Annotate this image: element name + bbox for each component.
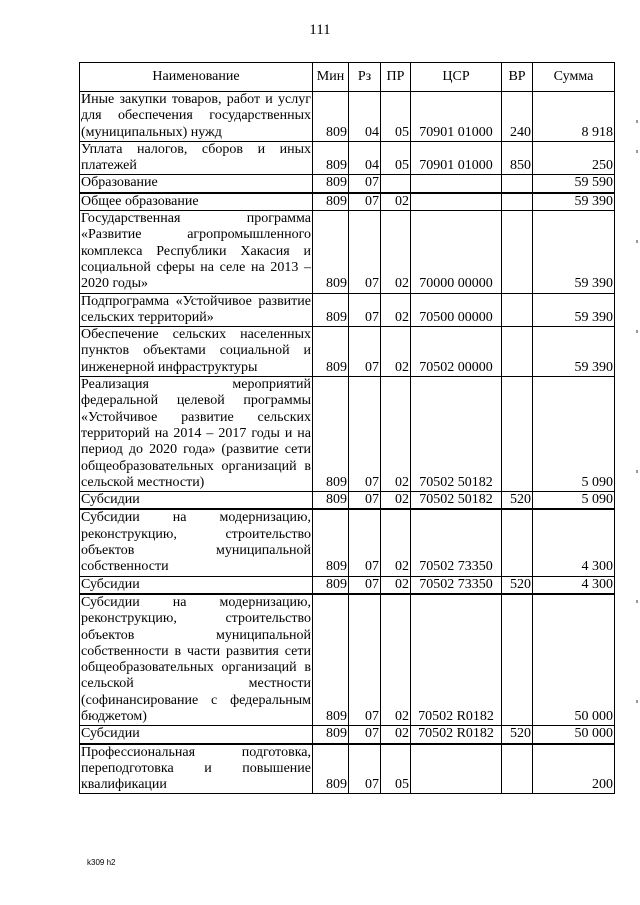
cell-csr: 70000 00000 — [411, 211, 502, 293]
cell-vr: 520 — [502, 726, 533, 744]
cell-vr: 240 — [502, 92, 533, 142]
cell-vr — [502, 744, 533, 794]
cell-name: Реализация мероприятий федеральной целевой программы «Устойчивое развитие сельских территорий на 2014 – 2017 годы и на период до 2020 года» (развитие сети общеобразовательных организаций в сельской местности) — [81, 377, 311, 490]
cell-rz: 07 — [349, 594, 381, 726]
cell-pr: 02 — [381, 594, 411, 726]
cell-vr — [502, 509, 533, 576]
cell-min: 809 — [313, 141, 349, 175]
cell-min: 809 — [313, 211, 349, 293]
cell-name: Профессиональная подготовка, переподготовка и повышение квалификации — [81, 744, 311, 793]
table-row — [80, 175, 615, 193]
cell-name: Субсидии на модернизацию, реконструкцию, строительство объектов муниципальной собственности — [81, 510, 311, 575]
cell-min: 809 — [313, 175, 349, 193]
cell-pr: 02 — [381, 377, 411, 492]
cell-vr: 850 — [502, 141, 533, 175]
footer-code: k309 h2 — [87, 858, 116, 867]
cell-min: 809 — [313, 492, 349, 510]
table-header — [80, 63, 615, 92]
cell-rz: 07 — [349, 492, 381, 510]
cell-min: 809 — [313, 293, 349, 327]
margin-mark — [636, 120, 638, 123]
cell-csr: 70502 R0182 — [411, 594, 502, 726]
cell-pr: 05 — [381, 744, 411, 794]
cell-pr: 02 — [381, 293, 411, 327]
table-row — [80, 744, 615, 794]
cell-csr: 70502 00000 — [411, 327, 502, 377]
header-sum: Сумма — [533, 63, 615, 92]
cell-vr: 520 — [502, 492, 533, 510]
cell-csr: 70500 00000 — [411, 293, 502, 327]
cell-name: Иные закупки товаров, работ и услуг для обеспечения государственных (муниципальных) нужд — [81, 92, 311, 140]
table-row — [80, 576, 615, 594]
table-row — [80, 293, 615, 327]
cell-sum: 250 — [533, 141, 615, 175]
cell-rz: 07 — [349, 193, 381, 211]
cell-sum: 50 000 — [533, 594, 615, 726]
cell-csr: 70502 73350 — [411, 576, 502, 594]
cell-csr: 70502 73350 — [411, 509, 502, 576]
header-vr: ВР — [502, 63, 533, 92]
table-row — [80, 193, 615, 211]
page-number: 111 — [309, 22, 331, 38]
cell-sum: 4 300 — [533, 576, 615, 594]
table-row — [80, 327, 615, 377]
cell-min: 809 — [313, 377, 349, 492]
cell-pr: 02 — [381, 211, 411, 293]
cell-csr: 70502 50182 — [411, 377, 502, 492]
margin-mark — [636, 240, 638, 243]
cell-rz: 07 — [349, 726, 381, 744]
margin-mark — [636, 600, 638, 603]
cell-pr: 02 — [381, 492, 411, 510]
cell-rz: 07 — [349, 175, 381, 193]
cell-sum: 4 300 — [533, 509, 615, 576]
cell-pr: 02 — [381, 509, 411, 576]
cell-sum: 5 090 — [533, 492, 615, 510]
margin-mark — [636, 330, 638, 333]
header-rz: Рз — [349, 63, 381, 92]
table-row — [80, 377, 615, 492]
cell-min: 809 — [313, 594, 349, 726]
header-row — [80, 63, 615, 92]
cell-min: 809 — [313, 726, 349, 744]
margin-mark — [636, 470, 638, 473]
cell-name: Образование — [80, 175, 313, 193]
cell-name: Обеспечение сельских населенных пунктов объектами социальной и инженерной инфраструктуры — [81, 327, 311, 375]
table-body — [80, 92, 615, 794]
cell-name: Подпрограмма «Устойчивое развитие сельских территорий» — [81, 293, 311, 325]
cell-min: 809 — [313, 193, 349, 211]
cell-pr — [381, 175, 411, 193]
cell-name: Уплата налогов, сборов и иных платежей — [81, 141, 311, 174]
header-pr: ПР — [381, 63, 411, 92]
header-min: Мин — [313, 63, 349, 92]
cell-vr — [502, 377, 533, 492]
cell-min: 809 — [313, 327, 349, 377]
cell-rz: 07 — [349, 327, 381, 377]
cell-pr: 05 — [381, 92, 411, 142]
table-row — [80, 92, 615, 142]
cell-pr: 02 — [381, 193, 411, 211]
cell-pr: 02 — [381, 576, 411, 594]
cell-vr — [502, 175, 533, 193]
cell-name: Общее образование — [80, 193, 313, 211]
cell-name: Государственная программа «Развитие агропромышленного комплекса Республики Хакасия и социальной сферы на селе на 2013 – 2020 годы» — [81, 211, 311, 292]
cell-csr: 70502 50182 — [411, 492, 502, 510]
table-row — [80, 509, 615, 576]
cell-sum: 59 390 — [533, 211, 615, 293]
cell-rz: 07 — [349, 377, 381, 492]
cell-csr — [411, 744, 502, 794]
cell-min: 809 — [313, 92, 349, 142]
cell-name: Субсидии — [80, 576, 313, 594]
cell-vr — [502, 293, 533, 327]
cell-sum: 200 — [533, 744, 615, 794]
table-row — [80, 726, 615, 744]
table-row — [80, 211, 615, 293]
cell-name: Субсидии — [80, 726, 313, 744]
cell-min: 809 — [313, 576, 349, 594]
cell-sum: 5 090 — [533, 377, 615, 492]
cell-vr — [502, 327, 533, 377]
cell-rz: 07 — [349, 576, 381, 594]
header-csr: ЦСР — [411, 63, 502, 92]
scan-margin-marks — [634, 120, 638, 720]
cell-vr — [502, 594, 533, 726]
cell-pr: 02 — [381, 327, 411, 377]
cell-vr: 520 — [502, 576, 533, 594]
cell-sum: 59 590 — [533, 175, 615, 193]
cell-csr: 70502 R0182 — [411, 726, 502, 744]
margin-mark — [636, 700, 638, 703]
header-name: Наименование — [80, 63, 313, 92]
cell-min: 809 — [313, 744, 349, 794]
table-row — [80, 141, 615, 175]
table-row — [80, 492, 615, 510]
cell-csr: 70901 01000 — [411, 92, 502, 142]
cell-rz: 04 — [349, 92, 381, 142]
cell-min: 809 — [313, 509, 349, 576]
cell-csr: 70901 01000 — [411, 141, 502, 175]
cell-pr: 02 — [381, 726, 411, 744]
margin-mark — [636, 150, 638, 153]
cell-name: Субсидии на модернизацию, реконструкцию, строительство объектов муниципальной собственности в части развития сети общеобразовательных организаций в сельской местности (софинансирование с федеральным бюджетом) — [81, 594, 311, 724]
cell-name: Субсидии — [80, 492, 313, 510]
cell-rz: 07 — [349, 211, 381, 293]
cell-csr — [411, 175, 502, 193]
cell-rz: 07 — [349, 509, 381, 576]
table-row — [80, 594, 615, 726]
cell-sum: 59 390 — [533, 327, 615, 377]
cell-sum: 59 390 — [533, 293, 615, 327]
cell-rz: 04 — [349, 141, 381, 175]
cell-csr — [411, 193, 502, 211]
cell-rz: 07 — [349, 744, 381, 794]
cell-sum: 59 390 — [533, 193, 615, 211]
budget-table — [79, 62, 615, 794]
cell-sum: 50 000 — [533, 726, 615, 744]
cell-vr — [502, 193, 533, 211]
cell-sum: 8 918 — [533, 92, 615, 142]
cell-pr: 05 — [381, 141, 411, 175]
cell-rz: 07 — [349, 293, 381, 327]
cell-vr — [502, 211, 533, 293]
